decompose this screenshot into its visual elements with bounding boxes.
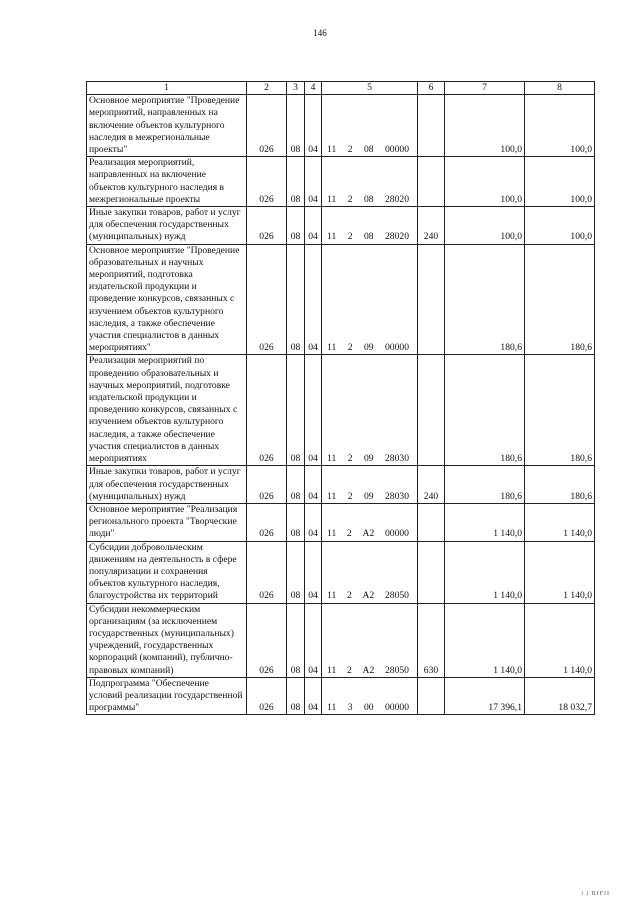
amount-year-1: 100,0 <box>445 157 525 207</box>
table-row <box>87 244 595 355</box>
target-article-code <box>322 157 418 207</box>
target-article-part: 28030 <box>385 453 409 465</box>
section-code: 08 <box>287 95 305 157</box>
target-article-part: 2 <box>346 528 352 540</box>
target-article-code <box>322 466 418 504</box>
subsection-code: 04 <box>305 244 322 355</box>
target-article-part: 2 <box>347 144 353 156</box>
target-article-part: 11 <box>327 664 337 676</box>
target-article-part: 28020 <box>385 193 409 205</box>
grbs-code: 026 <box>247 157 287 207</box>
column-header: 3 <box>287 82 305 95</box>
target-article-part: 00000 <box>385 342 409 354</box>
target-article-part: А2 <box>362 664 375 676</box>
amount-year-1: 180,6 <box>445 244 525 355</box>
grbs-code: 026 <box>247 466 287 504</box>
amount-year-1: 100,0 <box>445 207 525 245</box>
target-article-part: 2 <box>347 231 353 243</box>
row-name: Субсидии некоммерческим организациям (за исключением государственных (муниципальных) учреждений, государственных корпораций (компаний), публично-правовых компаний) <box>87 603 247 677</box>
amount-year-2: 100,0 <box>525 95 595 157</box>
target-article-part: 11 <box>327 490 337 502</box>
subsection-code: 04 <box>305 207 322 245</box>
target-article-part: 2 <box>347 342 353 354</box>
target-article-part: 09 <box>363 342 374 354</box>
target-article-code <box>322 244 418 355</box>
row-name: Иные закупки товаров, работ и услуг для обеспечения государственных (муниципальных) нужд <box>87 207 247 245</box>
target-article-part: 11 <box>327 193 337 205</box>
target-article-code <box>322 677 418 715</box>
section-code: 08 <box>287 466 305 504</box>
section-code: 08 <box>287 541 305 603</box>
expense-type-code <box>418 541 445 603</box>
target-article-part: 08 <box>363 231 374 243</box>
table-row <box>87 207 595 245</box>
column-header: 2 <box>247 82 287 95</box>
table-body <box>87 95 595 715</box>
amount-year-2: 1 140,0 <box>525 541 595 603</box>
amount-year-2: 180,6 <box>525 466 595 504</box>
target-article-part: 2 <box>347 193 353 205</box>
target-article-part: 11 <box>327 702 337 714</box>
column-header: 7 <box>445 82 525 95</box>
target-article-part: 3 <box>347 702 353 714</box>
target-article-code <box>322 207 418 245</box>
amount-year-1: 180,6 <box>445 355 525 466</box>
row-name: Подпрограмма "Обеспечение условий реализации государственной программы" <box>87 677 247 715</box>
target-article-part: 09 <box>363 490 374 502</box>
expense-type-code <box>418 355 445 466</box>
column-header: 6 <box>418 82 445 95</box>
section-code: 08 <box>287 244 305 355</box>
table-row <box>87 157 595 207</box>
subsection-code: 04 <box>305 503 322 541</box>
footer-mark: i i BIFII <box>581 891 610 897</box>
target-article-part: 28030 <box>385 490 409 502</box>
grbs-code: 026 <box>247 603 287 677</box>
table-row <box>87 466 595 504</box>
table-row <box>87 603 595 677</box>
amount-year-1: 17 396,1 <box>445 677 525 715</box>
target-article-part: 11 <box>327 231 337 243</box>
amount-year-1: 1 140,0 <box>445 503 525 541</box>
target-article-part: 11 <box>327 528 337 540</box>
expense-type-code <box>418 244 445 355</box>
target-article-parts <box>324 702 415 714</box>
target-article-parts <box>324 665 415 677</box>
target-article-parts <box>324 453 415 465</box>
row-name: Субсидии добровольческим движениям на деятельность в сфере популяризации и сохранения объектов культурного наследия, благоустройства их территорий <box>87 541 247 603</box>
grbs-code: 026 <box>247 541 287 603</box>
target-article-part: 11 <box>327 590 337 602</box>
target-article-part: 2 <box>347 490 353 502</box>
amount-year-2: 100,0 <box>525 157 595 207</box>
section-code: 08 <box>287 207 305 245</box>
target-article-code <box>322 603 418 677</box>
target-article-code <box>322 503 418 541</box>
target-article-parts <box>324 491 415 503</box>
grbs-code: 026 <box>247 503 287 541</box>
subsection-code: 04 <box>305 95 322 157</box>
subsection-code: 04 <box>305 157 322 207</box>
target-article-part: 00000 <box>385 702 409 714</box>
target-article-part: А2 <box>362 590 375 602</box>
row-name: Иные закупки товаров, работ и услуг для обеспечения государственных (муниципальных) нужд <box>87 466 247 504</box>
expense-type-code <box>418 677 445 715</box>
target-article-part: 09 <box>363 453 374 465</box>
target-article-part: 08 <box>363 144 374 156</box>
row-name: Реализация мероприятий, направленных на включение объектов культурного наследия в межрегиональные проекты <box>87 157 247 207</box>
table-row <box>87 503 595 541</box>
target-article-part: 08 <box>363 193 374 205</box>
target-article-parts <box>324 590 415 602</box>
header-row <box>87 82 595 95</box>
target-article-code <box>322 541 418 603</box>
amount-year-2: 180,6 <box>525 355 595 466</box>
target-article-part: 2 <box>346 664 352 676</box>
target-article-part: 2 <box>347 453 353 465</box>
column-header: 5 <box>322 82 418 95</box>
target-article-parts <box>324 144 415 156</box>
expense-type-code: 240 <box>418 466 445 504</box>
table-row <box>87 355 595 466</box>
row-name: Основное мероприятие "Проведение мероприятий, направленных на включение объектов культурного наследия в межрегиональные проекты" <box>87 95 247 157</box>
grbs-code: 026 <box>247 95 287 157</box>
amount-year-2: 1 140,0 <box>525 603 595 677</box>
expense-type-code <box>418 503 445 541</box>
budget-table <box>86 81 595 715</box>
target-article-parts <box>324 342 415 354</box>
target-article-part: 11 <box>327 342 337 354</box>
column-header: 8 <box>525 82 595 95</box>
amount-year-2: 100,0 <box>525 207 595 245</box>
amount-year-2: 1 140,0 <box>525 503 595 541</box>
subsection-code: 04 <box>305 466 322 504</box>
subsection-code: 04 <box>305 677 322 715</box>
target-article-part: 00 <box>363 702 374 714</box>
grbs-code: 026 <box>247 207 287 245</box>
amount-year-1: 1 140,0 <box>445 541 525 603</box>
expense-type-code <box>418 157 445 207</box>
subsection-code: 04 <box>305 355 322 466</box>
amount-year-1: 180,6 <box>445 466 525 504</box>
section-code: 08 <box>287 355 305 466</box>
grbs-code: 026 <box>247 677 287 715</box>
target-article-part: 00000 <box>385 144 409 156</box>
table-row <box>87 541 595 603</box>
target-article-part: 11 <box>327 453 337 465</box>
grbs-code: 026 <box>247 355 287 466</box>
target-article-part: 28050 <box>384 590 409 602</box>
page-number: 146 <box>313 28 327 38</box>
grbs-code: 026 <box>247 244 287 355</box>
amount-year-2: 180,6 <box>525 244 595 355</box>
target-article-part: 2 <box>346 590 352 602</box>
target-article-part: А2 <box>362 528 375 540</box>
column-header: 4 <box>305 82 322 95</box>
column-header: 1 <box>87 82 247 95</box>
row-name: Основное мероприятие "Проведение образовательных и научных мероприятий, подготовка издательской продукции и проведение конкурсов, связанных с изучением объектов культурного наследия, а также обеспечение участия специалистов в данных мероприятиях" <box>87 244 247 355</box>
section-code: 08 <box>287 603 305 677</box>
subsection-code: 04 <box>305 603 322 677</box>
target-article-part: 28050 <box>384 664 409 676</box>
amount-year-1: 1 140,0 <box>445 603 525 677</box>
section-code: 08 <box>287 503 305 541</box>
section-code: 08 <box>287 157 305 207</box>
section-code: 08 <box>287 677 305 715</box>
table-row <box>87 95 595 157</box>
target-article-part: 28020 <box>385 231 409 243</box>
expense-type-code: 630 <box>418 603 445 677</box>
target-article-parts <box>324 194 415 206</box>
row-name: Основное мероприятие "Реализация регионального проекта "Творческие люди" <box>87 503 247 541</box>
amount-year-1: 100,0 <box>445 95 525 157</box>
target-article-parts <box>324 231 415 243</box>
target-article-code <box>322 95 418 157</box>
target-article-code <box>322 355 418 466</box>
row-name: Реализация мероприятий по проведению образовательных и научных мероприятий, подготовке издательской продукции и проведению конкурсов, связанных с изучением объектов культурного наследия, а также обеспечение участия специалистов в данных мероприятиях <box>87 355 247 466</box>
target-article-parts <box>324 528 415 540</box>
table-row <box>87 677 595 715</box>
target-article-part: 00000 <box>384 528 409 540</box>
target-article-part: 11 <box>327 144 337 156</box>
expense-type-code <box>418 95 445 157</box>
subsection-code: 04 <box>305 541 322 603</box>
expense-type-code: 240 <box>418 207 445 245</box>
amount-year-2: 18 032,7 <box>525 677 595 715</box>
